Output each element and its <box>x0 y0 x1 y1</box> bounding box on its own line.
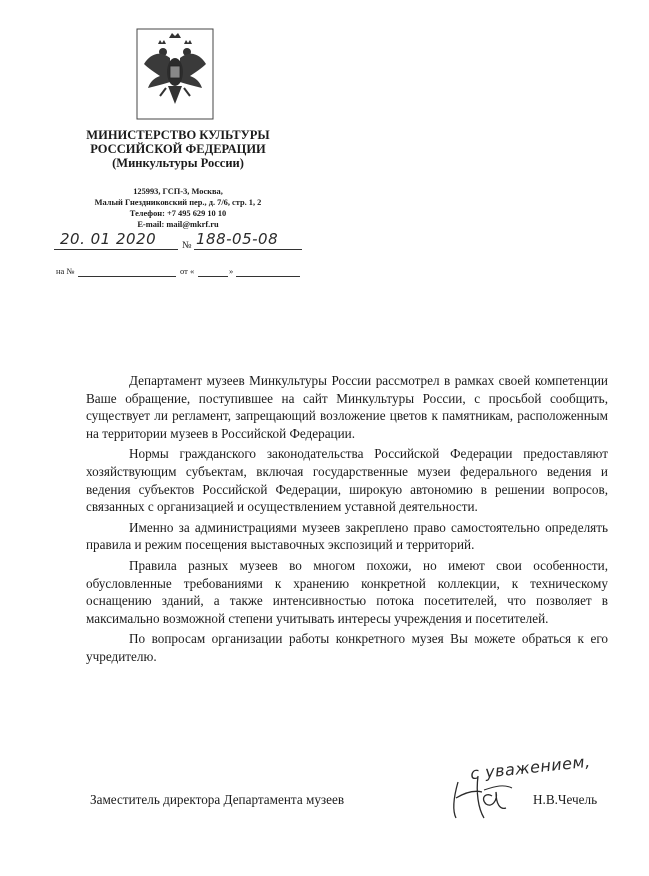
ministry-name-block <box>60 128 296 170</box>
ref-number-underline <box>78 276 176 277</box>
coat-of-arms-emblem <box>136 28 214 120</box>
handwritten-regards: с уважением, <box>469 751 592 784</box>
date-underline <box>54 249 178 250</box>
handwritten-date: 20. 01 2020 <box>60 230 157 248</box>
address-line1: 125993, ГСП-3, Москва, <box>133 187 223 196</box>
ref-month-underline <box>236 276 300 277</box>
ref-date-mid: » <box>229 266 234 276</box>
paragraph-4: Правила разных музеев во многом похожи, но имеют свои особенности, обусловленные требованиями к хранению конкретной коллекции, к техническому оснащению зданий, а также интенсивностью потока посетителей, что позволяет в максимально возможной степени учитывать интересы учреждения и посетителей. <box>86 557 608 626</box>
paragraph-3: Именно за администрациями музеев закреплено право самостоятельно определять правила и режим посещения выставочных экспозиций и территорий. <box>86 519 608 553</box>
address-block <box>60 186 296 230</box>
letter-body <box>86 372 608 669</box>
ref-number-label: на № <box>56 266 75 276</box>
ministry-line1: МИНИСТЕРСТВО КУЛЬТУРЫ <box>86 128 270 142</box>
handwritten-number: 188-05-08 <box>196 230 279 248</box>
paragraph-5: По вопросам организации работы конкретного музея Вы можете обраться к его учредителю. <box>86 631 608 664</box>
number-label: № <box>182 240 192 251</box>
number-underline <box>194 249 302 250</box>
signatory-name: Н.В.Чечель <box>533 792 598 807</box>
email-line: E-mail: mail@mkrf.ru <box>137 220 219 229</box>
ministry-short-name: (Минкультуры России) <box>112 156 244 170</box>
ref-date-label: от « <box>180 266 195 276</box>
ministry-line2: РОССИЙСКОЙ ФЕДЕРАЦИИ <box>90 142 266 156</box>
paragraph-2: Нормы гражданского законодательства Российской Федерации предоставляют хозяйствующим субъектам, включая государственные музеи федерального ведения и ведения субъектов Российской Федерации, широкую автономию в решении вопросов, связанных с организацией и осуществлением уставной деятельности. <box>86 446 608 515</box>
signatory-title: Заместитель директора Департамента музеев <box>90 792 345 807</box>
phone-line: Телефон: +7 495 629 10 10 <box>129 209 227 218</box>
handwritten-signature <box>440 752 630 824</box>
ref-day-underline <box>198 276 228 277</box>
address-line2: Малый Гнездниковский пер., д. 7/6, стр. 1, 2 <box>94 198 262 207</box>
paragraph-1: Департамент музеев Минкультуры России рассмотрел в рамках своей компетенции Ваше обращение, поступившее на сайт Минкультуры России, с просьбой сообщить, существует ли регламент, запрещающий возложение цветов к памятникам, расположенным на территории музеев в Российской Федерации. <box>86 373 608 441</box>
